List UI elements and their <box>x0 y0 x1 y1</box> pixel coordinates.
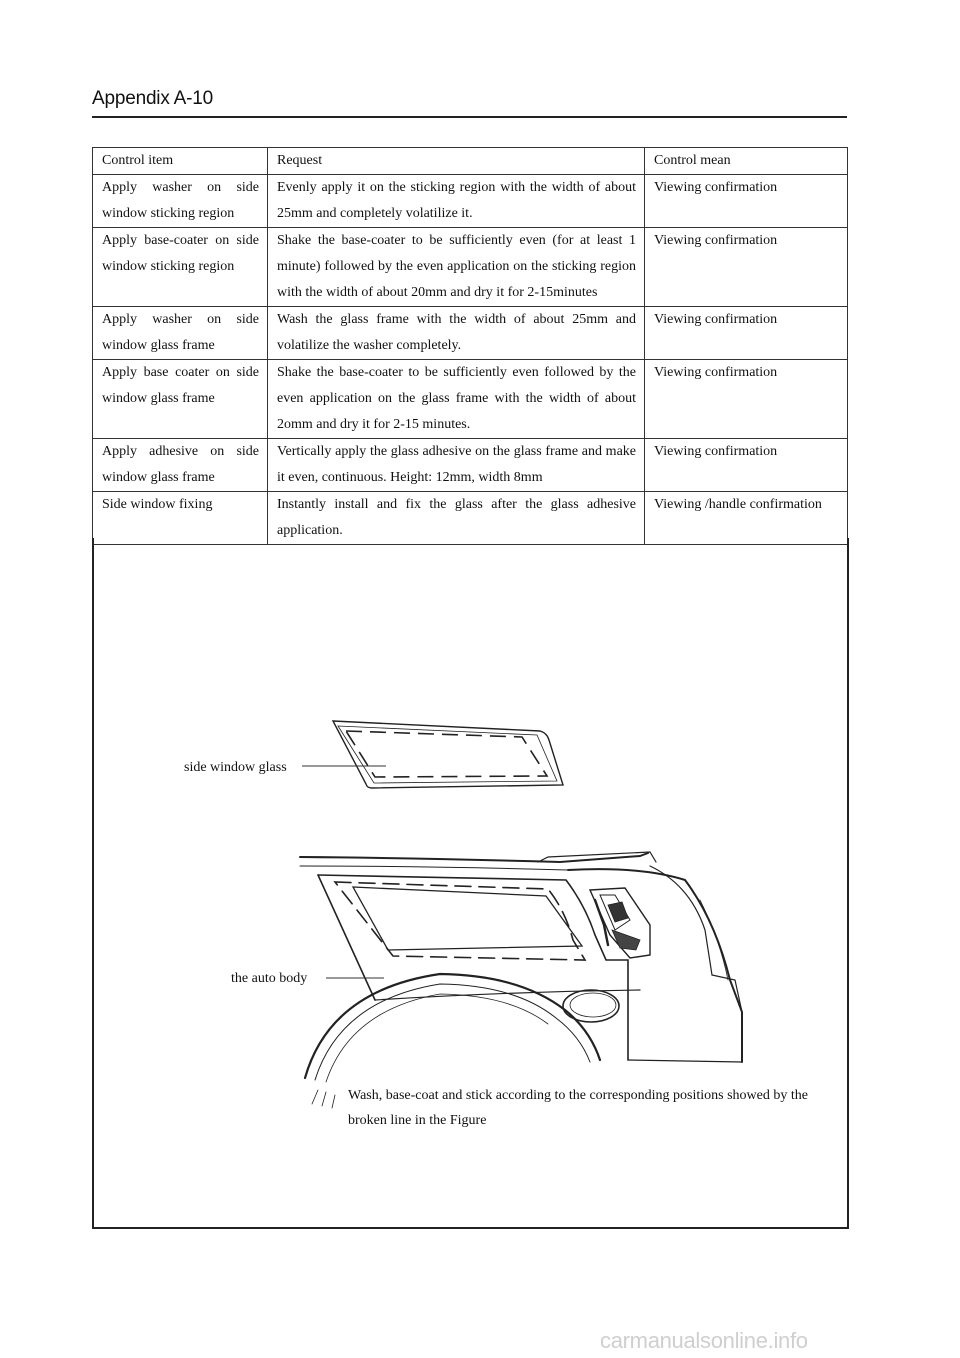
cell-control-mean: Viewing confirmation <box>645 228 848 307</box>
cell-control-item: Apply adhesive on side window glass frame <box>93 439 268 492</box>
cell-request: Shake the base-coater to be sufficiently even (for at least 1 minute) followed by the even application on the sticking region with the width of about 20mm and dry it for 2-15minutes <box>268 228 645 307</box>
body-label: the auto body <box>231 971 308 986</box>
watermark-text: carmanualsonline.info <box>600 1328 808 1353</box>
glass-label: side window glass <box>184 760 287 775</box>
cell-control-mean: Viewing confirmation <box>645 307 848 360</box>
cell-request: Instantly install and fix the glass after the glass adhesive application. <box>268 492 645 545</box>
cell-control-mean: Viewing /handle confirmation <box>645 492 848 545</box>
cell-control-mean: Viewing confirmation <box>645 175 848 228</box>
side-window-glass-drawing <box>333 721 563 788</box>
column-header-control-mean: Control mean <box>645 148 848 175</box>
cell-request: Vertically apply the glass adhesive on the glass frame and make it even, continuous. Height: 12mm, width 8mm <box>268 439 645 492</box>
auto-body-drawing <box>300 852 742 1108</box>
cell-control-mean: Viewing confirmation <box>645 439 848 492</box>
cell-request: Shake the base-coater to be sufficiently even followed by the even application on the glass frame with the width of about 2omm and dry it for 2-15 minutes. <box>268 360 645 439</box>
cell-control-mean: Viewing confirmation <box>645 360 848 439</box>
figure-note: Wash, base-coat and stick according to the corresponding positions showed by the broken line in the Figure <box>348 1088 808 1128</box>
cell-control-item: Apply washer on side window sticking region <box>93 175 268 228</box>
cell-control-item: Apply base coater on side window glass frame <box>93 360 268 439</box>
column-header-control-item: Control item <box>93 148 268 175</box>
cell-control-item: Side window fixing <box>93 492 268 545</box>
column-header-request: Request <box>268 148 645 175</box>
cell-control-item: Apply base-coater on side window sticking region <box>93 228 268 307</box>
cell-request: Evenly apply it on the sticking region with the width of about 25mm and completely volatilize it. <box>268 175 645 228</box>
page-header-title: Appendix A-10 <box>92 88 213 109</box>
cell-control-item: Apply washer on side window glass frame <box>93 307 268 360</box>
cell-request: Wash the glass frame with the width of about 25mm and volatilize the washer completely. <box>268 307 645 360</box>
